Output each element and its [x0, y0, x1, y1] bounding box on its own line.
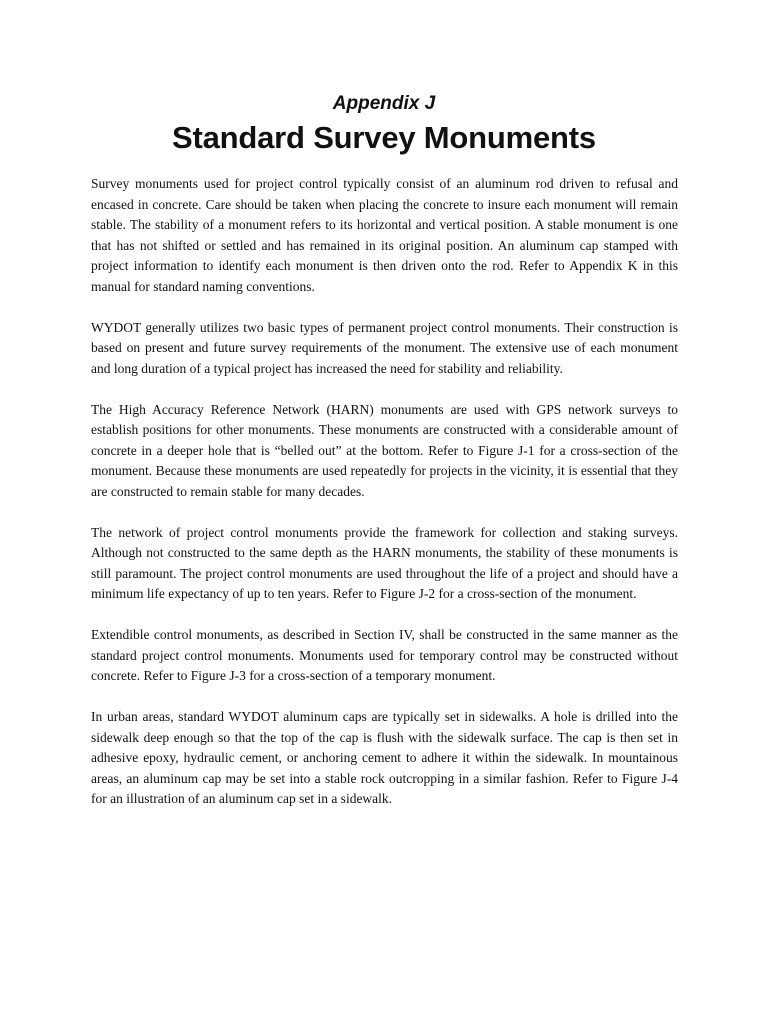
paragraph-harn-monuments: The High Accuracy Reference Network (HARN) monuments are used with GPS network surveys to establish positions for other monuments. These monuments are constructed with a considerable amount of concrete in a deeper hole that is “belled out” at the bottom. Refer to Figure J-1 for a cross-section of the monument. Because these monuments are used repeatedly for projects in the vicinity, it is essential that they are constructed to remain stable for many decades. [91, 401, 678, 499]
page-title: Standard Survey Monuments [172, 120, 596, 155]
appendix-label: Appendix J [332, 93, 436, 114]
body-text [91, 174, 678, 830]
paragraph-extendible-monuments: Extendible control monuments, as described in Section IV, shall be constructed in the same manner as the standard project control monuments. Monuments used for temporary control may be constructed without concrete. Refer to Figure J-3 for a cross-section of a temporary monument. [91, 627, 678, 683]
paragraph-urban-caps: In urban areas, standard WYDOT aluminum caps are typically set in sidewalks. A hole is drilled into the sidewalk deep enough so that the top of the cap is flush with the sidewalk surface. The cap is then set in adhesive epoxy, hydraulic cement, or anchoring cement to adhere it within the sidewalk. In mountainous areas, an aluminum cap may be set into a stable rock outcropping in a similar fashion. Refer to Figure J-4 for an illustration of an aluminum cap set in a sidewalk. [91, 709, 678, 806]
paragraph-project-control-monuments: The network of project control monuments provide the framework for collection and staking surveys. Although not constructed to the same depth as the HARN monuments, the stability of these monuments is still paramount. The project control monuments are used throughout the life of a project and should have a minimum life expectancy of up to ten years. Refer to Figure J-2 for a cross-section of the monument. [91, 524, 678, 601]
paragraph-wydot-monument-types: WYDOT generally utilizes two basic types of permanent project control monuments. Their construction is based on present and future survey requirements of the monument. The extensive use of each monument and long duration of a typical project has increased the need for stability and reliability. [91, 319, 678, 376]
paragraph-survey-monuments: Survey monuments used for project control typically consist of an aluminum rod driven to refusal and encased in concrete. Care should be taken when placing the concrete to insure each monument will remain stable. The stability of a monument refers to its horizontal and vertical position. A stable monument is one that has not shifted or settled and has remained in its original position. An aluminum cap stamped with project information to identify each monument is then driven onto the rod. Refer to Appendix K in this manual for standard naming conventions. [91, 176, 678, 294]
